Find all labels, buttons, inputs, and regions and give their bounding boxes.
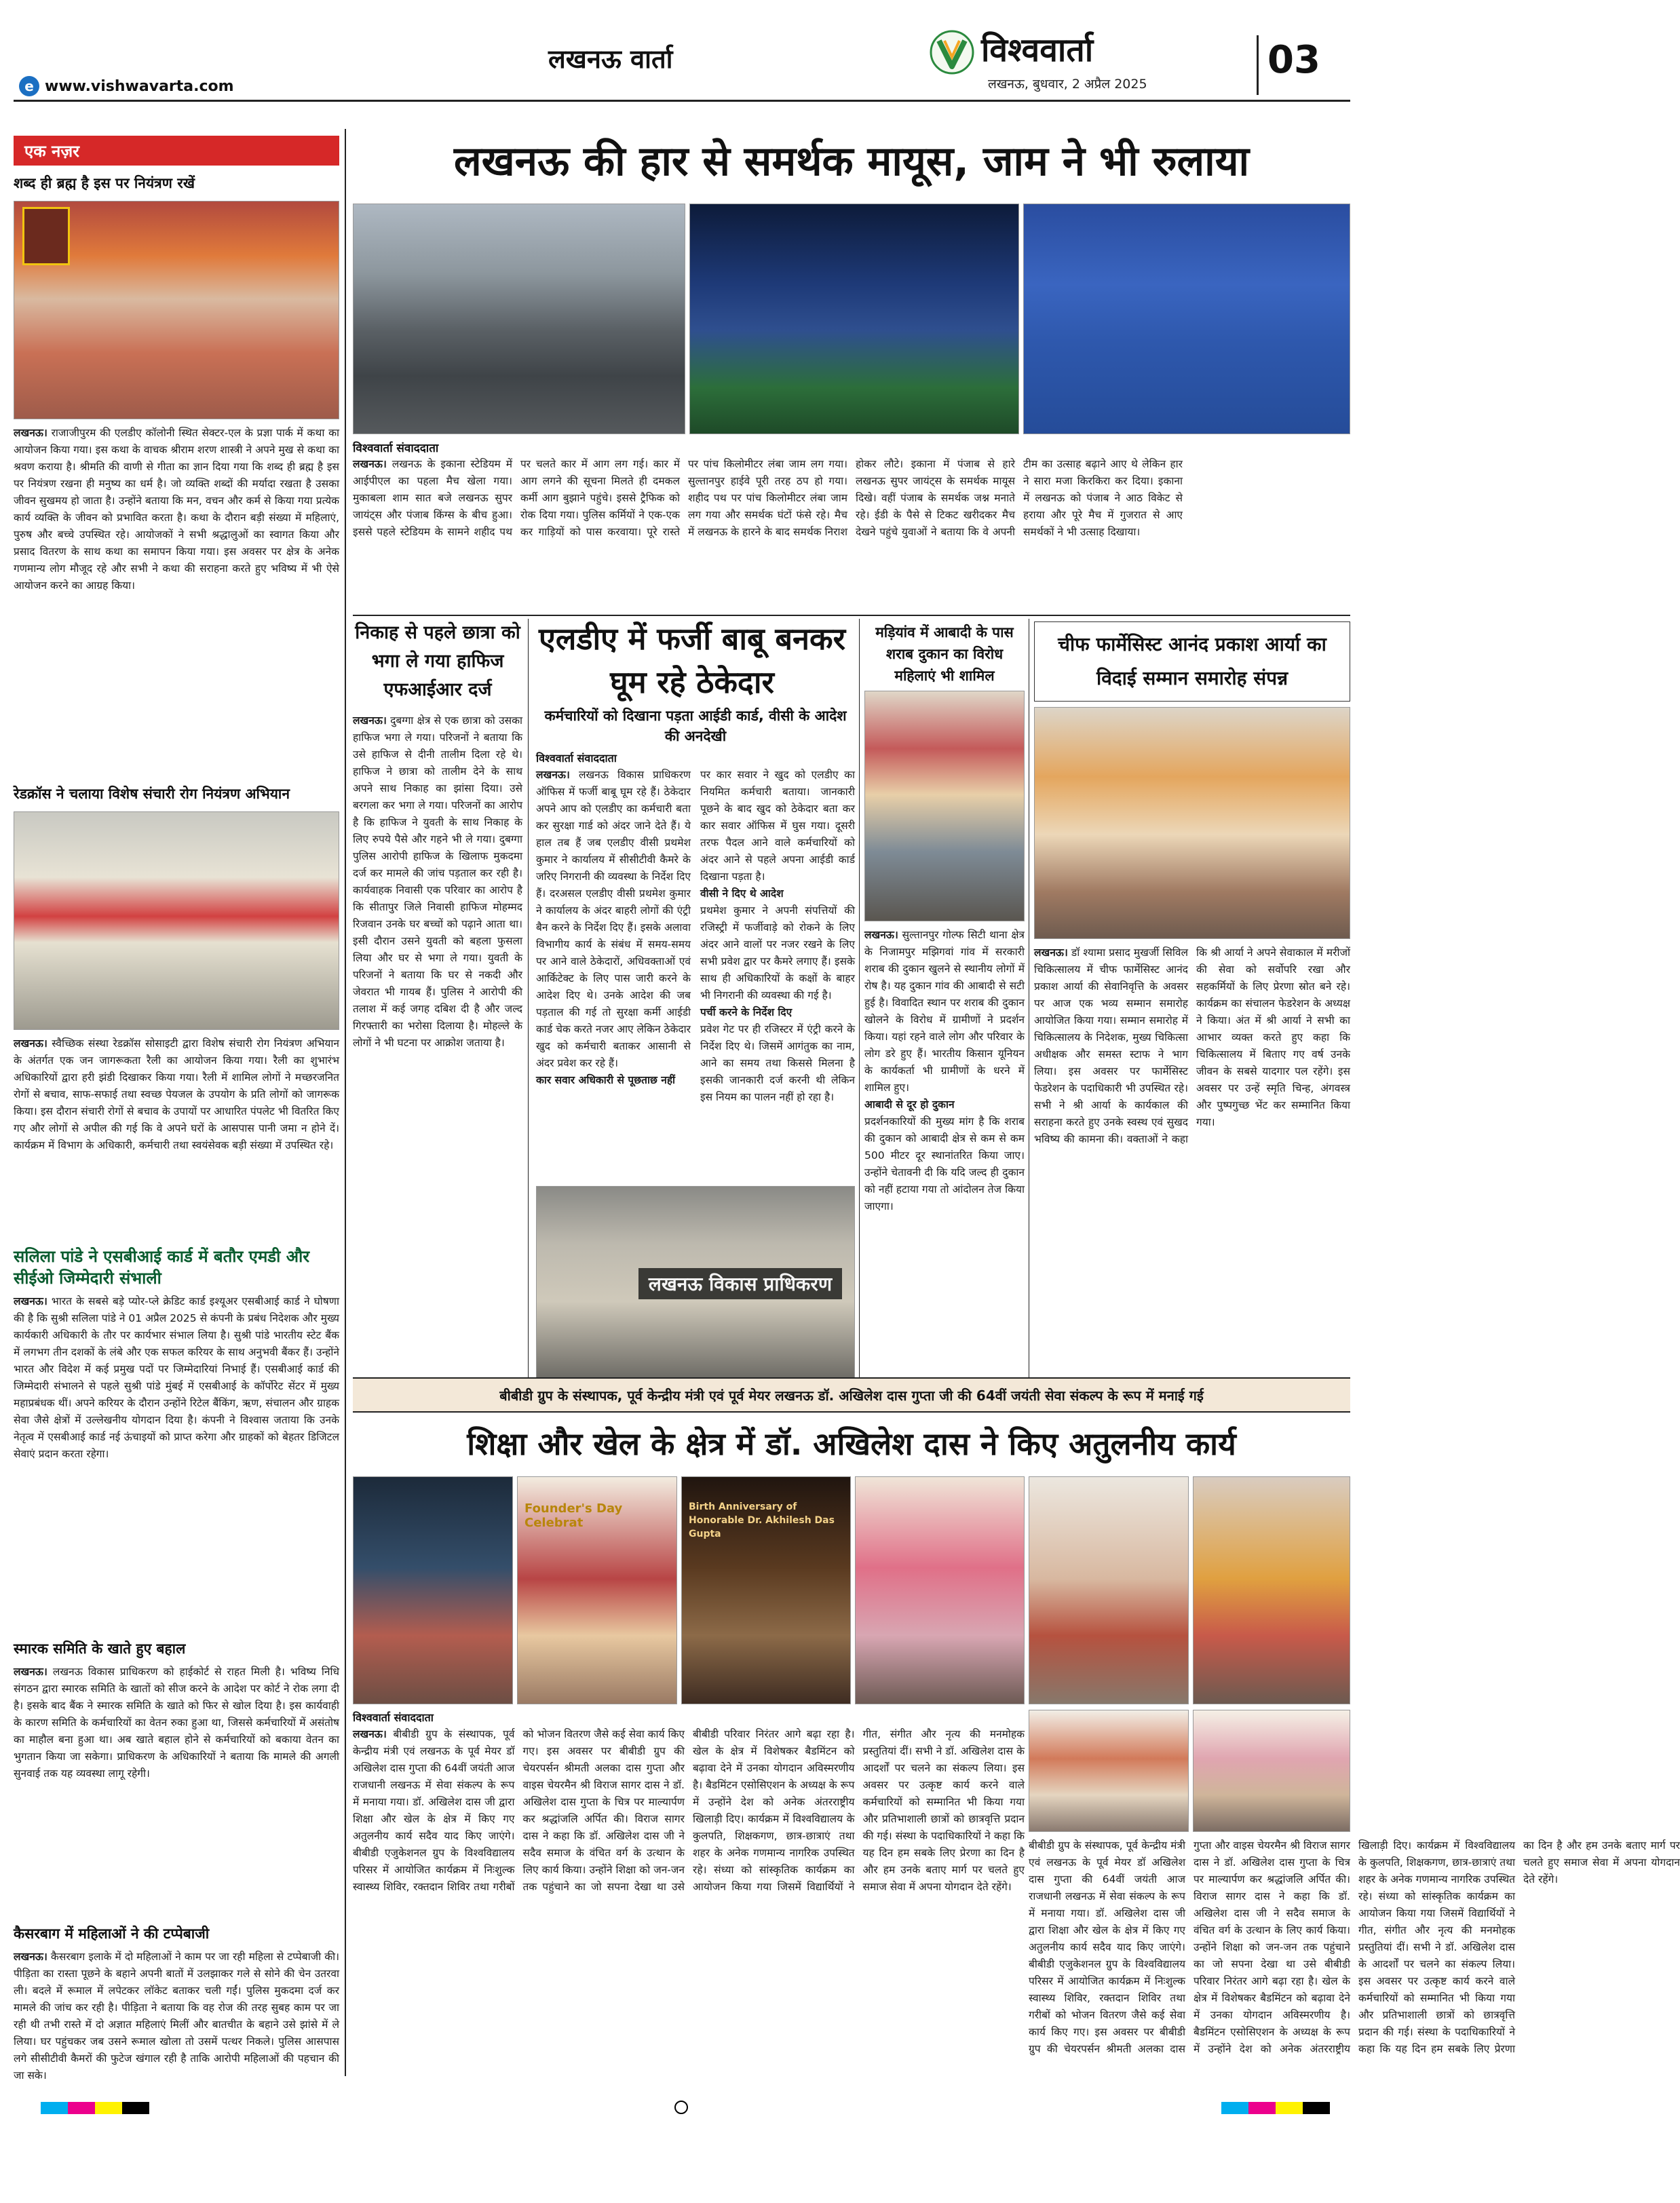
- liquor-divider: [859, 619, 860, 1377]
- section-title: लखनऊ वार्ता: [548, 44, 673, 74]
- bbd-photo-1: [353, 1476, 513, 1704]
- sidebar-s5-body: लखनऊ। कैसरबाग इलाके में दो महिलाओं ने काम पर जा रही महिला से टप्पेबाजी की। पीड़िता का रास्ता पूछने के बहाने अपनी बातों में उलझाकर गले से सोने की चेन उतरवा ली। बदले में रूमाल में लपेटकर लॉकेट बताकर चली गईं। पुलिस मुकदमा दर्ज कर मामले की जांच कर रही है। पीड़िता ने बताया कि वह रोज की तरह सुबह काम पर जा रही थी तभी रास्ते में दो अज्ञात महिलाएं मिलीं और बातचीत के बहाने उसे झांसे में ले लिया। घर पहुंचकर जब उसने रूमाल खोला तो उसमें पत्थर निकले। पुलिस आसपास लगे सीसीटीवी कैमरों की फुटेज खंगाल रही है ताकि आरोपी महिलाओं की पहचान की जा सके।: [14, 1951, 339, 2082]
- sidebar-s2-photo: [14, 811, 339, 1030]
- lda-building-photo: [536, 1186, 855, 1379]
- sidebar-s3-body: लखनऊ। भारत के सबसे बड़े प्योर-प्ले क्रेडिट कार्ड इश्यूअर एसबीआई कार्ड ने घोषणा की है कि सुश्री सलिला पांडे ने 01 अप्रैल 2025 से कंपनी के प्रबंध निदेशक और मुख्य कार्यकारी अधिकारी के तौर पर कार्यभार संभाल लिया है। सुश्री पांडे भारतीय स्टेट बैंक में लगभग तीन दशकों के लंबे और एक सफल करियर के साथ अनुभवी बैंकर हैं। उन्होंने भारत और विदेश में कई प्रमुख पदों पर जिम्मेदारियां निभाई हैं। एसबीआई कार्ड की जिम्मेदारी संभालने से पहले सुश्री पांडे मुंबई में एसबीआई के कॉर्पोरेट सेंटर में मुख्य महाप्रबंधक थीं। अपने करियर के दौरान उन्होंने रिटेल बैंकिंग, ऋण, संचालन और ग्राहक सेवा जैसे क्षेत्रों में उल्लेखनीय योगदान दिया है। कंपनी ने विश्वास जताया कि उनके नेतृत्व में एसबीआई कार्ड नई ऊंचाइयों को प्राप्त करेगा और ग्राहकों को बेहतर डिजिटल सेवाएं प्रदान करता रहेगा।: [14, 1295, 339, 1460]
- url-row[interactable]: [19, 76, 234, 96]
- color-registration-bar: [0, 2096, 1362, 2124]
- bbd-correspondent: विश्ववार्ता संवाददाता: [353, 1711, 434, 1724]
- brand-logo: [930, 30, 974, 75]
- masthead-rule: [14, 100, 1350, 102]
- bbd-photo-5: [1029, 1476, 1189, 1704]
- sidebar-divider: [345, 129, 346, 2076]
- bbd-body-continued: बीबीडी ग्रुप के संस्थापक, पूर्व केन्द्रीय मंत्री एवं लखनऊ के पूर्व मेयर डॉ अखिलेश दास गुप्ता की 64वीं जयंती आज राजधानी लखनऊ में सेवा संकल्प के रूप में मनाया गया। डॉ. अखिलेश दास जी द्वारा शिक्षा और खेल के क्षेत्र में किए गए अतुलनीय कार्य सदैव याद किए जाएंगे। बीबीडी एजुकेशनल ग्रुप के विश्वविद्यालय परिसर में आयोजित कार्यक्रम में निःशुल्क स्वास्थ्य शिविर, रक्तदान शिविर तथा गरीबों को भोजन वितरण जैसे कई सेवा कार्य किए गए। इस अवसर पर बीबीडी ग्रुप की चेयरपर्सन श्रीमती अलका दास गुप्ता और वाइस चेयरमैन श्री विराज सागर दास ने डॉ. अखिलेश दास गुप्ता के चित्र पर माल्यार्पण कर श्रद्धांजलि अर्पित की। विराज सागर दास ने कहा कि डॉ. अखिलेश दास जी ने सदैव समाज के वंचित वर्ग के उत्थान के लिए कार्य किया। उन्होंने शिक्षा को जन-जन तक पहुंचाने का जो सपना देखा था उसे बीबीडी परिवार निरंतर आगे बढ़ा रहा है। खेल के क्षेत्र में विशेषकर बैडमिंटन को बढ़ावा देने में उनका योगदान अविस्मरणीय है। बैडमिंटन एसोसिएशन के अध्यक्ष के रूप में उन्होंने देश को अनेक अंतरराष्ट्रीय खिलाड़ी दिए। कार्यक्रम में विश्वविद्यालय के कुलपति, शिक्षकगण, छात्र-छात्राएं तथा शहर के अनेक गणमान्य नागरिक उपस्थित रहे। संध्या को सांस्कृतिक कार्यक्रम का आयोजन किया गया जिसमें विद्यार्थियों ने गीत, संगीत और नृत्य की मनमोहक प्रस्तुतियां दीं। सभी ने डॉ. अखिलेश दास के आदर्शों पर चलने का संकल्प लिया। इस अवसर पर उत्कृष्ट कार्य करने वाले कर्मचारियों को सम्मानित भी किया गया और प्रतिभाशाली छात्रों को छात्रवृत्ति प्रदान की गई। संस्था के पदाधिकारियों ने कहा कि यह दिन हम सबके लिए प्रेरणा का दिन है और हम उनके बताए मार्ग पर चलते हुए समाज सेवा में अपना योगदान देते रहेंगे।: [1029, 1839, 1680, 2055]
- bbd-photo-3: [681, 1476, 851, 1704]
- nikah-headline: निकाह से पहले छात्रा को भगा ले गया हाफिज एफआईआर दर्ज: [355, 622, 520, 700]
- bbd-band: बीबीडी ग्रुप के संस्थापक, पूर्व केन्द्रीय मंत्री एवं पूर्व मेयर लखनऊ डॉ. अखिलेश दास गुप्ता जी की 64वीं जयंती सेवा संकल्प के रूप में मनाई गई: [353, 1377, 1350, 1413]
- bbd-photo-4: [855, 1476, 1025, 1704]
- bbd-body: लखनऊ। बीबीडी ग्रुप के संस्थापक, पूर्व केन्द्रीय मंत्री एवं लखनऊ के पूर्व मेयर डॉ अखिलेश दास गुप्ता की 64वीं जयंती आज राजधानी लखनऊ में सेवा संकल्प के रूप में मनाया गया। डॉ. अखिलेश दास जी द्वारा शिक्षा और खेल के क्षेत्र में किए गए अतुलनीय कार्य सदैव याद किए जाएंगे। बीबीडी एजुकेशनल ग्रुप के विश्वविद्यालय परिसर में आयोजित कार्यक्रम में निःशुल्क स्वास्थ्य शिविर, रक्तदान शिविर तथा गरीबों को भोजन वितरण जैसे कई सेवा कार्य किए गए। इस अवसर पर बीबीडी ग्रुप की चेयरपर्सन श्रीमती अलका दास गुप्ता और वाइस चेयरमैन श्री विराज सागर दास ने डॉ. अखिलेश दास गुप्ता के चित्र पर माल्यार्पण कर श्रद्धांजलि अर्पित की। विराज सागर दास ने कहा कि डॉ. अखिलेश दास जी ने सदैव समाज के वंचित वर्ग के उत्थान के लिए कार्य किया। उन्होंने शिक्षा को जन-जन तक पहुंचाने का जो सपना देखा था उसे बीबीडी परिवार निरंतर आगे बढ़ा रहा है। खेल के क्षेत्र में विशेषकर बैडमिंटन को बढ़ावा देने में उनका योगदान अविस्मरणीय है। बैडमिंटन एसोसिएशन के अध्यक्ष के रूप में उन्होंने देश को अनेक अंतरराष्ट्रीय खिलाड़ी दिए। कार्यक्रम में विश्वविद्यालय के कुलपति, शिक्षकगण, छात्र-छात्राएं तथा शहर के अनेक गणमान्य नागरिक उपस्थित रहे। संध्या को सांस्कृतिक कार्यक्रम का आयोजन किया गया जिसमें विद्यार्थियों ने गीत, संगीत और नृत्य की मनमोहक प्रस्तुतियां दीं। सभी ने डॉ. अखिलेश दास के आदर्शों पर चलने का संकल्प लिया। इस अवसर पर उत्कृष्ट कार्य करने वाले कर्मचारियों को सम्मानित भी किया गया और प्रतिभाशाली छात्रों को छात्रवृत्ति प्रदान की गई। संस्था के पदाधिकारियों ने कहा कि यह दिन हम सबके लिए प्रेरणा का दिन है और हम उनके बताए मार्ग पर चलते हुए समाज सेवा में अपना योगदान देते रहेंगे।: [353, 1728, 1025, 1893]
- page-number: 03: [1267, 38, 1320, 82]
- bbd-photo-banner-2: Birth Anniversary of Honorable Dr. Akhilesh Das Gupta: [689, 1501, 835, 1539]
- sidebar-s4-body: लखनऊ। लखनऊ विकास प्राधिकरण को हाईकोर्ट से राहत मिली है। भविष्य निधि संगठन द्वारा स्मारक समिति के खातों को सीज करने के आदेश पर कोर्ट ने रोक लगा दी है। इसके बाद बैंक ने स्मारक समिति के खाते को फिर से खोल दिया है। इस कार्यवाही के कारण समिति के कर्मचारियों का वेतन रुका हुआ था, जिससे कर्मचारियों में असंतोष का माहौल बना हुआ था। अब खाते बहाल होने से कर्मचारियों को बकाया वेतन का भुगतान किया जा सकेगा। प्राधिकरण के अधिकारियों ने बताया कि मामले की अगली सुनवाई तक यह व्यवस्था लागू रहेगी।: [14, 1666, 339, 1780]
- bbd-photo-8: [1193, 1710, 1350, 1832]
- bbd-photo-7: [1029, 1710, 1189, 1832]
- ipl-photo-stadium: [689, 204, 1019, 434]
- lda-sub3-title: पर्ची करने के निर्देश दिए: [700, 1006, 793, 1018]
- masthead: [0, 0, 1362, 102]
- ipl-photo-traffic: [353, 204, 685, 434]
- sidebar-s1-body: लखनऊ। राजाजीपुरम की एलडीए कॉलोनी स्थित सेक्टर-एल के प्रज्ञा पार्क में कथा का आयोजन किया गया। इस कथा के वाचक श्रीराम शरण शास्त्री ने अपने मुख से कथा का श्रवण कराया है। श्रीमति की वाणी से गीता का ज्ञान दिया गया कि शब्द ही ब्रह्म है इस पर नियंत्रण रखना ही मनुष्य का धर्म है। जो व्यक्ति शब्दों की मर्यादा रखता है उसका जीवन सुखमय हो जाता है। उन्होंने बताया कि मन, वचन और कर्म से किया गया प्रत्येक कार्य व्यक्ति के जीवन को प्रभावित करता है। कथा के दौरान बड़ी संख्या में महिलाएं, पुरुष और बच्चे उपस्थित रहे। आयोजकों ने सभी श्रद्धालुओं का स्वागत किया और प्रसाद वितरण के साथ कथा का समापन किया गया। इस अवसर पर क्षेत्र के अनेक गणमान्य लोग मौजूद रहे और सभी ने कथा की सराहना करते हुए भविष्य में भी ऐसे आयोजन करने का आग्रह किया।: [14, 427, 339, 592]
- sidebar-s5-title: कैसरबाग में महिलाओं ने की टप्पेबाजी: [14, 1926, 210, 1942]
- lda-sub2-title: वीसी ने दिए थे आदेश: [700, 887, 784, 900]
- aarya-headline-box: चीफ फार्मेसिस्ट आनंद प्रकाश आर्या का विदाई सम्मान समारोह संपन्न: [1034, 621, 1350, 702]
- bbd-photo-6: [1193, 1476, 1350, 1704]
- main-headline: लखनऊ की हार से समर्थक मायूस, जाम ने भी रुलाया: [453, 138, 1250, 185]
- sidebar-s1-title: शब्द ही ब्रह्म है इस पर नियंत्रण रखें: [14, 175, 195, 191]
- ipl-body: लखनऊ। लखनऊ के इकाना स्टेडियम में आईपीएल का पहला मैच खेला गया। मुकाबला शाम सात बजे लखनऊ सुपर जायंट्स और पंजाब किंग्स के बीच हुआ। इससे पहले स्टेडियम के सामने शहीद पथ पर चलते कार में आग लग गई। कार में आग लगने की सूचना मिलते ही दमकल कर्मी आग बुझाने पहुंचे। इससे ट्रैफिक को रोक दिया गया। पुलिस कर्मियों ने एक-एक कर गाड़ियों को पास करवाया। पूरे रास्ते पर पांच किलोमीटर लंबा जाम लग गया। सुल्तानपुर हाईवे पूरी तरह ठप हो गया। शहीद पथ पर पांच किलोमीटर लंबा जाम लग गया और समर्थक घंटों फंसे रहे। मैच में लखनऊ के हारने के बाद समर्थक निराश होकर लौटे। इकाना में पंजाब से हारे लखनऊ सुपर जायंट्स के समर्थक मायूस दिखे। वहीं पंजाब के समर्थक जश्न मनाते रहे। ईडी के पैसे से टिकट खरीदकर मैच देखने पहुंचे युवाओं ने बताया कि वे अपनी टीम का उत्साह बढ़ाने आए थे लेकिन हार ने सारा मजा किरकिरा कर दिया। इकाना में लखनऊ को पंजाब ने आठ विकेट से हराया और पूरे मैच में गुजरात से आए समर्थकों ने भी उत्साह दिखाया।: [353, 458, 1183, 538]
- sidebar-s1-photo: [14, 201, 339, 419]
- aarya-body: लखनऊ। डॉ श्यामा प्रसाद मुखर्जी सिविल चिकित्सालय में चीफ फार्मेसिस्ट आनंद प्रकाश आर्या की सेवानिवृत्ति के अवसर पर आज एक भव्य सम्मान समारोह आयोजित किया गया। सम्मान समारोह में चिकित्सालय के निदेशक, मुख्य चिकित्सा अधीक्षक और समस्त स्टाफ ने भाग लिया। इस अवसर पर फार्मेसिस्ट फेडरेशन के पदाधिकारी भी उपस्थित रहे। सभी ने श्री आर्या के कार्यकाल की सराहना करते हुए उनके स्वस्थ एवं सुखद भविष्य की कामना की। वक्ताओं ने कहा कि श्री आर्या ने अपने सेवाकाल में मरीजों की सेवा को सर्वोपरि रखा और सहकर्मियों के लिए प्रेरणा स्रोत बने रहे। कार्यक्रम का संचालन फेडरेशन के अध्यक्ष ने किया। अंत में श्री आर्या ने सभी का आभार व्यक्त करते हुए कहा कि चिकित्सालय में बिताए गए वर्ष उनके जीवन के सबसे यादगार पल रहेंगे। इस अवसर पर उन्हें स्मृति चिन्ह, अंगवस्त्र और पुष्पगुच्छ भेंट कर सम्मानित किया गया।: [1034, 946, 1350, 1145]
- nikah-divider: [528, 619, 529, 1377]
- bbd-photo-2: [517, 1476, 677, 1704]
- sidebar-s3-title: सलिला पांडे ने एसबीआई कार्ड में बतौर एमडी और सीईओ जिम्मेदारी संभाली: [14, 1247, 310, 1288]
- lda-body: लखनऊ। लखनऊ विकास प्राधिकरण ऑफिस में फर्जी बाबू घूम रहे हैं। ठेकेदार अपने आप को एलडीए का कर्मचारी बता कर सुरक्षा गार्ड को अंदर जाने देते हैं। ये हाल तब हैं जब एलडीए वीसी प्रथमेश कुमार ने कार्यालय में सीसीटीवी कैमरे के जरिए निगरानी की व्यवस्था के निर्देश दिए हैं। दरअसल एलडीए वीसी प्रथमेश कुमार ने कार्यालय के अंदर बाहरी लोगों की एंट्री बैन करने के निर्देश दिए हैं। इसके अलावा विभागीय कार्य के संबंध में समय-समय पर आने वाले ठेकेदारों, अधिवक्ताओं एवं आर्किटेक्ट के लिए पास जारी करने के आदेश दिए थे। उनके आदेश की जब पड़ताल की गई तो सुरक्षा कर्मी आईडी कार्ड चेक करते नजर आए लेकिन ठेकेदार खुद को कर्मचारी बताकर आसानी से अंदर प्रवेश कर रहे हैं। कार सवार अधिकारी से पूछताछ नहीं पर कार सवार ने खुद को एलडीए का नियमित कर्मचारी बताया। जानकारी पूछने के बाद खुद को ठेकेदार बता कर कार सवार ऑफिस में घुस गया। दूसरी तरफ पैदल आने वाले कर्मचारियों को अंदर आने से पहले अपना आईडी कार्ड दिखाना पड़ता है। वीसी ने दिए थे आदेश प्रथमेश कुमार ने अपनी संपत्तियों की रजिस्ट्री में फर्जीवाड़े को रोकने के लिए अंदर आने वालों पर नजर रखने के लिए सभी प्रवेश द्वार पर कैमरे लगाए हैं। इसके साथ ही अधिकारियों के कक्षों के बाहर भी निगरानी की व्यवस्था की गई है। पर्ची करने के निर्देश दिए प्रवेश गेट पर ही रजिस्टर में एंट्री करने के निर्देश दिए थे। जिसमें आगंतुक का नाम, आने का समय तथा किससे मिलना है इसकी जानकारी दर्ज करनी थी लेकिन इस नियम का पालन नहीं हो रहा है।: [536, 769, 855, 1103]
- masthead-divider-vertical: [1257, 35, 1259, 95]
- sidebar-s2-body: लखनऊ। स्वैच्छिक संस्था रेडक्रॉस सोसाइटी द्वारा विशेष संचारी रोग नियंत्रण अभियान के अंतर्गत एक जन जागरूकता रैली का आयोजन किया गया। रैली का शुभारंभ अधिकारियों द्वारा हरी झंडी दिखाकर किया गया। रैली में शामिल लोगों ने मच्छरजनित रोगों से बचाव, साफ-सफाई तथा स्वच्छ पेयजल के उपयोग के प्रति लोगों को जागरूक किया। इस दौरान संचारी रोगों से बचाव के उपायों पर आधारित पंपलेट भी वितरित किए गए और लोगों से अपील की गई कि वे अपने घरों के आसपास पानी जमा न होने दें। कार्यक्रम में विभाग के अधिकारी, कर्मचारी तथा स्वयंसेवक बड़ी संख्या में उपस्थित रहे।: [14, 1037, 339, 1151]
- lda-correspondent: विश्ववार्ता संवाददाता: [536, 752, 617, 765]
- nikah-body: लखनऊ। दुबग्गा क्षेत्र से एक छात्रा को उसका हाफिज भगा ले गया। परिजनों ने बताया कि उसे हाफिज से दीनी तालीम दिला रहे थे। हाफिज ने छात्रा को तालीम देने के साथ अपने साथ निकाह का झांसा दिया। उसे बरगला कर भगा ले गया। परिजनों का आरोप है कि हाफिज ने युवती के साथ निकाह के लिए रुपये पैसे और गहने भी ले गया। दुबग्गा पुलिस आरोपी हाफिज के खिलाफ मुकदमा दर्ज कर मामले की जांच पड़ताल कर रही है। कार्यवाहक निवासी एक परिवार का आरोप है कि सीतापुर जिले निवासी हाफिज मोहम्मद रिजवान उनके घर बच्चों को पढ़ाने आता था। इसी दौरान उसने युवती को बहला फुसला लिया और घर से भगा ले गया। युवती के परिजनों ने बताया कि घर से नकदी और जेवरात भी गायब हैं। पुलिस ने आरोपी की तलाश में कई जगह दबिश दी है और जल्द गिरफ्तारी का भरोसा दिलाया है। मोहल्ले के लोगों ने भी घटना पर आक्रोश जताया है।: [353, 714, 522, 1049]
- bbd-headline: शिक्षा और खेल के क्षेत्र में डॉ. अखिलेश दास ने किए अतुलनीय कार्य: [467, 1425, 1236, 1462]
- ipl-photo-fans: [1023, 204, 1350, 434]
- sidebar: [14, 136, 339, 2082]
- registration-mark-icon: [674, 2101, 688, 2114]
- bbd-photo-banner-1: Founder's Day Celebrat: [524, 1501, 623, 1530]
- ipl-correspondent: विश्ववार्ता संवाददाता: [353, 442, 439, 455]
- liquor-sub1-title: आबादी से दूर हो दुकान: [864, 1098, 955, 1111]
- sidebar-label: एक नज़र: [14, 136, 339, 166]
- liquor-body: लखनऊ। सुल्तानपुर गोल्फ सिटी थाना क्षेत्र के निजामपुर मझिगवां गांव में सरकारी शराब की दुकान खुलने से स्थानीय लोगों में रोष है। यह दुकान गांव की आबादी से सटी हुई है। विवादित स्थान पर शराब की दुकान खोलने के विरोध में ग्रामीणों ने प्रदर्शन किया। यहां रहने वाले लोग और परिवार के लोग डरे हुए हैं। भारतीय किसान यूनियन के कार्यकर्ता भी ग्रामीणों के धरने में शामिल हुए। आबादी से दूर हो दुकान प्रदर्शनकारियों की मुख्य मांग है कि शराब की दुकान को आबादी क्षेत्र से कम से कम 500 मीटर दूर स्थानांतरित किया जाए। उन्होंने चेतावनी दी कि यदि जल्द ही दुकान को नहीं हटाया गया तो आंदोलन तेज किया जाएगा।: [864, 929, 1025, 1212]
- lda-sub1-title: कार सवार अधिकारी से पूछताछ नहीं: [536, 1074, 676, 1086]
- lda-headline: एलडीए में फर्जी बाबू बनकर घूम रहे ठेकेदार: [538, 621, 845, 700]
- liquor-protest-photo: [864, 691, 1025, 921]
- globe-icon: e: [19, 76, 39, 96]
- aarya-farewell-photo: [1034, 707, 1350, 939]
- ipl-bottom-rule: [353, 615, 1350, 616]
- site-url[interactable]: www.vishwavarta.com: [45, 77, 234, 95]
- sidebar-s4-title: स्मारक समिति के खाते हुए बहाल: [14, 1641, 186, 1657]
- lda-sign: लखनऊ विकास प्राधिकरण: [638, 1268, 842, 1299]
- liquor-headline: मड़ियांव में आबादी के पास शराब दुकान का विरोध महिलाएं भी शामिल: [875, 624, 1014, 684]
- sidebar-s2-title: रेडक्रॉस ने चलाया विशेष संचारी रोग नियंत्रण अभियान: [14, 786, 290, 802]
- lda-subheadline: कर्मचारियों को दिखाना पड़ता आईडी कार्ड, वीसी के आदेश की अनदेखी: [544, 708, 847, 744]
- brand-name: विश्ववार्ता: [981, 31, 1094, 69]
- dateline: लखनऊ, बुधवार, 2 अप्रैल 2025: [988, 77, 1147, 92]
